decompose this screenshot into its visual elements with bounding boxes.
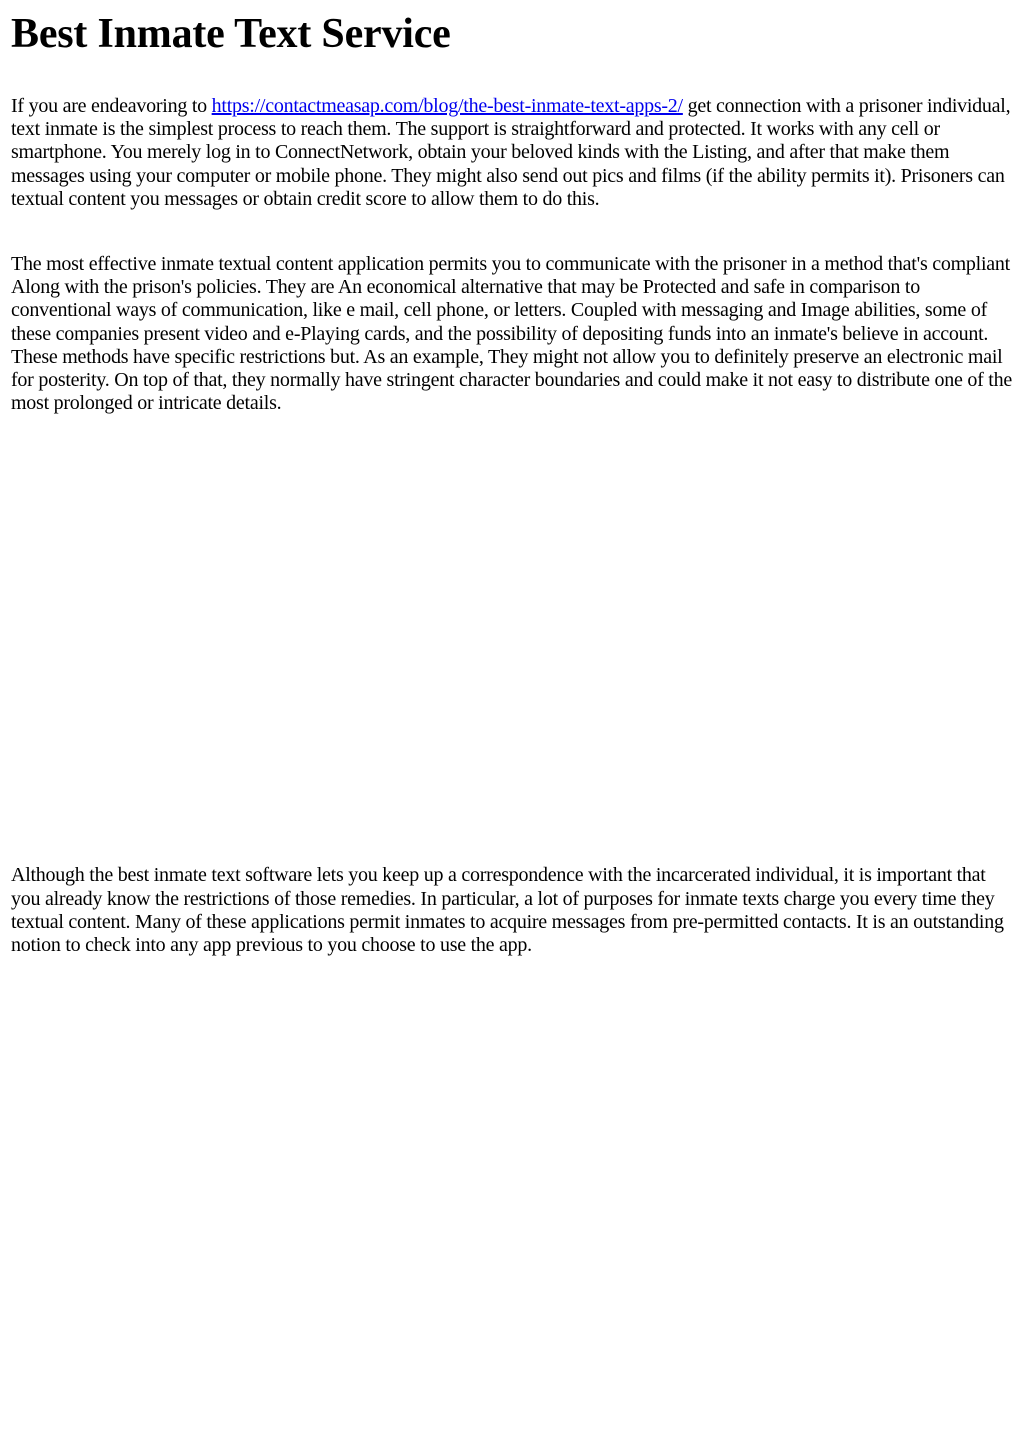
intro-text-before-link: If you are endeavoring to: [11, 95, 212, 117]
contactmeasap-link[interactable]: https://contactmeasap.com/blog/the-best-inmate-text-apps-2/: [211, 95, 683, 117]
intro-text-after-link: get connection with a prisoner individual, text inmate is the simplest process to reach them. The support is straightforward and protected. It works with any cell or smartphone. You merely log in to ConnectNetwork, obtain your beloved kinds with the Listing, and after that make them messages using your computer or mobile phone. They might also send out pics and films (if the ability permits it). Prisoners can textual content you messages or obtain credit score to allow them to do this.: [11, 95, 1011, 210]
body-paragraph-2: The most effective inmate textual content application permits you to communicate with the prisoner in a method that's compliant Along with the prison's policies. They are An economical alternative that may be Protected and safe in comparison to conventional ways of communication, like e mail, cell phone, or letters. Coupled with messaging and Image abilities, some of these companies present video and e-Playing cards, and the possibility of depositing funds into an inmate's believe in account. These methods have specific restrictions but. As an example, They might not allow you to definitely preserve an electronic mail for posterity. On top of that, they normally have stringent character boundaries and could make it not easy to distribute one of the most prolonged or intricate details.: [11, 253, 1012, 415]
body-paragraph-3: Although the best inmate text software lets you keep up a correspondence with the incarcerated individual, it is important that you already know the restrictions of those remedies. In particular, a lot of purposes for inmate texts charge you every time they textual content. Many of these applications permit inmates to acquire messages from pre-permitted contacts. It is an outstanding notion to check into any app previous to you choose to use the app.: [11, 864, 1004, 957]
page-title: Best Inmate Text Service: [11, 11, 451, 57]
intro-paragraph: [11, 95, 1014, 211]
